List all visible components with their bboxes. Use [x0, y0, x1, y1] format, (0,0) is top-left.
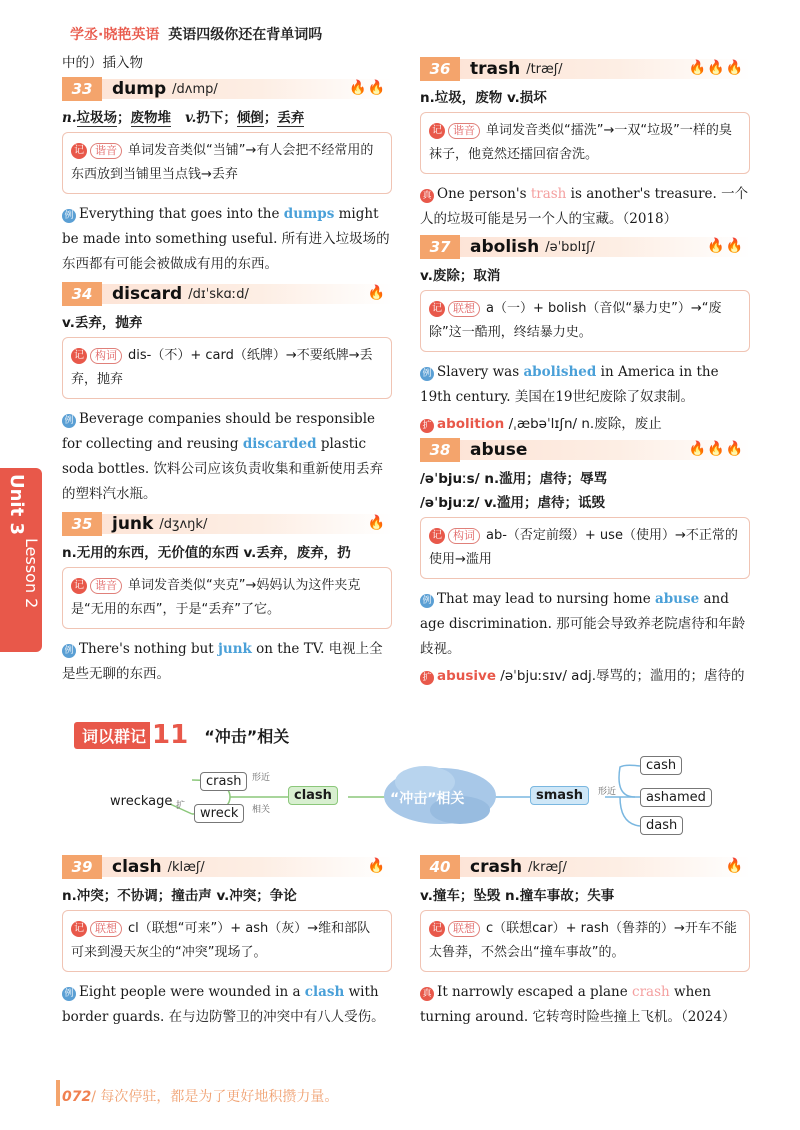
- memory-icon: 记: [71, 348, 87, 364]
- entry-number: 37: [420, 235, 460, 259]
- phonetic: /əˈbɒlɪʃ/: [545, 239, 595, 255]
- tip-tag: 构词: [90, 348, 122, 364]
- example-icon: 例: [420, 367, 434, 381]
- headword: discard: [112, 284, 183, 304]
- entry-abuse: [420, 437, 750, 685]
- left-column: [62, 50, 392, 687]
- frequency-flame-icon: 🔥🔥🔥: [688, 441, 744, 457]
- relation-xingjin-right: 形近: [598, 787, 617, 797]
- memory-tip: [62, 337, 392, 399]
- book-title: 英语四级你还在背单词吗: [168, 27, 323, 43]
- memory-tip: [62, 910, 392, 972]
- entry-number: 36: [420, 57, 460, 81]
- example-icon: 例: [420, 594, 434, 608]
- example-sentence: 例 There's nothing but junk on the TV. 电视上全是些无聊的东西。: [62, 641, 383, 682]
- memory-icon: 记: [71, 578, 87, 594]
- exam-icon: 真: [420, 987, 434, 1001]
- right-column: [420, 56, 750, 685]
- headword: junk: [112, 514, 154, 534]
- memory-tip: [420, 112, 750, 174]
- example-sentence: 例 Slavery was abolished in America in the 19th century. 美国在19世纪废除了奴隶制。: [420, 364, 719, 405]
- footer-slogan: 每次停驻，都是为了更好地积攒力量。: [100, 1089, 339, 1105]
- memory-icon: 记: [429, 123, 445, 139]
- definition: v.撞车；坠毁 n.撞车事故；失事: [420, 888, 615, 904]
- page-header: [70, 24, 322, 44]
- group-title: “冲击”相关: [204, 726, 290, 746]
- headword: clash: [112, 857, 162, 877]
- phonetic: /dɪˈskɑːd/: [188, 286, 249, 302]
- tip-text: 单词发音类似“擂洗”→一双“垃圾”一样的臭袜子，他竟然还擂回宿舍洗。: [429, 123, 732, 162]
- tip-tag: 构词: [448, 528, 480, 544]
- footer-bar: [56, 1080, 60, 1106]
- definition: v.废除；取消: [420, 268, 501, 284]
- entry-abolish: [420, 234, 750, 433]
- memory-icon: 记: [71, 143, 87, 159]
- example-sentence: 真 It narrowly escaped a plane crash when turning around. 它转弯时险些撞上飞机。（2024）: [420, 984, 736, 1025]
- frequency-flame-icon: 🔥🔥: [707, 238, 744, 254]
- headword: abuse: [470, 440, 528, 460]
- definition: n.冲突；不协调；撞击声 v.冲突；争论: [62, 888, 297, 904]
- entry-junk: [62, 511, 392, 687]
- frequency-flame-icon: 🔥🔥: [349, 80, 386, 96]
- relation-xingjin: 形近: [252, 773, 271, 783]
- memory-icon: 记: [429, 528, 445, 544]
- entry-number: 40: [420, 855, 460, 879]
- phonetic: /træʃ/: [526, 61, 563, 77]
- node-center: “冲击”相关: [390, 791, 465, 807]
- example-sentence: 例 Beverage companies should be responsible for collecting and reusing discarded plastic soda bottles. 饮料公司应该负责收集和重新使用丢弃的塑料汽水瓶。: [62, 411, 383, 502]
- tip-tag: 联想: [90, 921, 122, 937]
- definition: n.无用的东西，无价值的东西 v.丢弃，废弃，扔: [62, 545, 351, 561]
- tip-tag: 谐音: [448, 123, 480, 139]
- example-sentence: 例 Everything that goes into the dumps might be made into something useful. 所有进入垃圾场的东西都有可能会被做成有用的东西。: [62, 206, 390, 272]
- memory-icon: 记: [429, 921, 445, 937]
- unit-label: Unit 3: [6, 474, 27, 535]
- headword: trash: [470, 59, 521, 79]
- page-number: 072: [62, 1089, 92, 1105]
- group-number: 11: [152, 720, 189, 750]
- example-icon: 例: [62, 987, 76, 1001]
- tip-text: cl（联想“可来”）+ ash（灰）→维和部队可来到漫天灰尘的“冲突”现场了。: [71, 921, 371, 960]
- expand-icon: 扩: [420, 671, 434, 685]
- entry-crash: [420, 854, 750, 1030]
- memory-tip: [420, 290, 750, 352]
- tip-text: 单词发音类似“当铺”→有人会把不经常用的东西放到当铺里当点钱→丢弃: [71, 143, 374, 182]
- unit-side-tab: [0, 468, 42, 652]
- node-smash: smash: [530, 786, 589, 805]
- entry-dump: [62, 76, 392, 277]
- tip-text: a（一）+ bolish（音似“暴力史”）→“废除”这一酷刑，终结暴力史。: [429, 301, 722, 340]
- frequency-flame-icon: 🔥: [725, 858, 744, 874]
- exam-icon: 真: [420, 189, 434, 203]
- frequency-flame-icon: 🔥: [367, 515, 386, 531]
- headword: crash: [470, 857, 523, 877]
- node-wreck: wreck: [194, 804, 244, 823]
- group-label: 词以群记: [74, 722, 154, 749]
- node-cash: cash: [640, 756, 682, 775]
- tip-text: c（联想car）+ rash（鲁莽的）→开车不能太鲁莽，不然会出“撞车事故”的。: [429, 921, 737, 960]
- brand-name: 学丞·晓艳英语: [70, 27, 160, 43]
- headword: dump: [112, 79, 167, 99]
- tip-text: 单词发音类似“夹克”→妈妈认为这件夹克是“无用的东西”，于是“丢弃”了它。: [71, 578, 361, 617]
- entry-trash: [420, 56, 750, 232]
- definition-noun: /əˈbjuːs/ n.滥用；虐待；辱骂: [420, 471, 608, 487]
- tip-tag: 联想: [448, 301, 480, 317]
- tip-text: ab-（否定前缀）+ use（使用）→不正常的使用→滥用: [429, 528, 738, 567]
- node-wreckage: wreckage: [110, 794, 173, 809]
- entry-number: 35: [62, 512, 102, 536]
- frequency-flame-icon: 🔥🔥🔥: [688, 60, 744, 76]
- carry-over-line: 中的）插入物: [62, 55, 143, 71]
- relation-kuo: 扩: [176, 801, 186, 811]
- example-icon: 例: [62, 414, 76, 428]
- example-sentence: 例 Eight people were wounded in a clash with border guards. 在与边防警卫的冲突中有八人受伤。: [62, 984, 385, 1025]
- phonetic: /kræʃ/: [528, 859, 567, 875]
- definition-verb: /əˈbjuːz/ v.滥用；虐待；诋毁: [420, 495, 605, 511]
- mind-map: [100, 752, 720, 842]
- tip-tag: 谐音: [90, 578, 122, 594]
- definition: n.垃圾场；废物堆 v.扔下；倾倒；丢弃: [62, 110, 305, 126]
- page-footer: 072/ 每次停驻，都是为了更好地积攒力量。: [62, 1089, 339, 1105]
- example-sentence: 例 That may lead to nursing home abuse and age discrimination. 那可能会导致养老院虐待和年龄歧视。: [420, 591, 746, 657]
- relation-xiangguan: 相关: [252, 805, 271, 815]
- memory-tip: [420, 910, 750, 972]
- node-crash: crash: [200, 772, 247, 791]
- example-icon: 例: [62, 644, 76, 658]
- memory-icon: 记: [71, 921, 87, 937]
- entry-number: 33: [62, 77, 102, 101]
- frequency-flame-icon: 🔥: [367, 858, 386, 874]
- entry-number: 38: [420, 438, 460, 462]
- entry-number: 34: [62, 282, 102, 306]
- tip-text: dis-（不）+ card（纸牌）→不要纸牌→丢弃，抛弃: [71, 348, 373, 387]
- phonetic: /klæʃ/: [167, 859, 205, 875]
- definition: v.丢弃，抛弃: [62, 315, 143, 331]
- entry-discard: [62, 281, 392, 507]
- lesson-label: Lesson 2: [22, 538, 41, 609]
- memory-tip: [62, 567, 392, 629]
- memory-icon: 记: [429, 301, 445, 317]
- memory-tip: [62, 132, 392, 194]
- definition: n.垃圾，废物 v.损坏: [420, 90, 547, 106]
- tip-tag: 联想: [448, 921, 480, 937]
- memory-tip: [420, 517, 750, 579]
- tip-tag: 谐音: [90, 143, 122, 159]
- derivative: 扩 abolition /ˌæbəˈlɪʃn/ n.废除，废止: [420, 412, 750, 433]
- word-group-heading: [74, 720, 289, 750]
- frequency-flame-icon: 🔥: [367, 285, 386, 301]
- phonetic: /dʌmp/: [172, 81, 218, 97]
- node-dash: dash: [640, 816, 683, 835]
- phonetic: /dʒʌŋk/: [159, 516, 208, 532]
- entry-number: 39: [62, 855, 102, 879]
- example-icon: 例: [62, 209, 76, 223]
- derivative: 扩 abusive /əˈbjuːsɪv/ adj.辱骂的；滥用的；虐待的: [420, 664, 750, 685]
- example-sentence: 真 One person's trash is another's treasure. 一个人的垃圾可能是另一个人的宝藏。（2018）: [420, 186, 749, 227]
- node-ashamed: ashamed: [640, 788, 712, 807]
- entry-clash: [62, 854, 392, 1030]
- expand-icon: 扩: [420, 419, 434, 433]
- headword: abolish: [470, 237, 540, 257]
- node-clash: clash: [288, 786, 338, 805]
